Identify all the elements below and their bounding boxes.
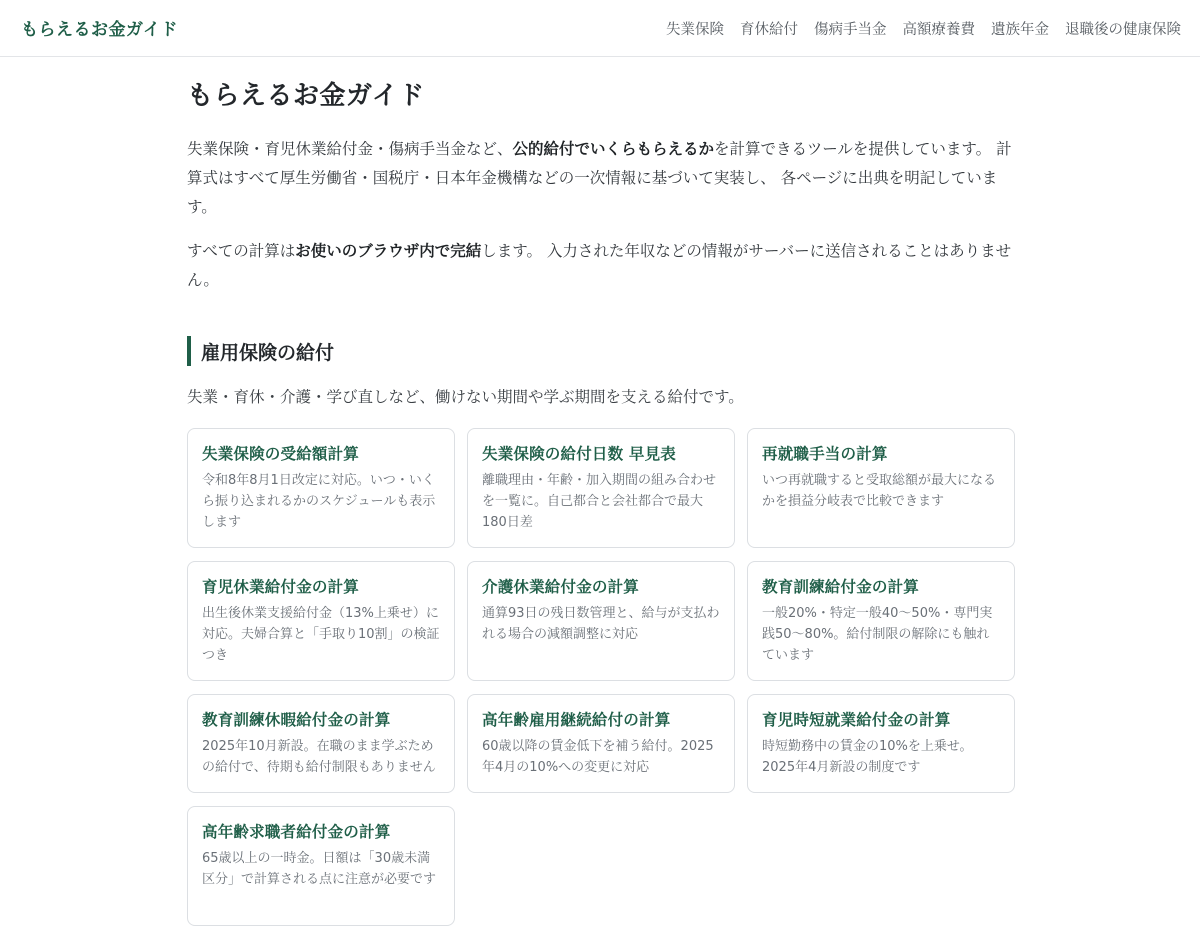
card-title: 教育訓練休暇給付金の計算	[202, 710, 391, 729]
card-title: 育児時短就業給付金の計算	[762, 710, 951, 729]
card-description: いつ再就職すると受取総額が最大になるかを損益分岐表で比較できます	[762, 473, 997, 509]
tool-card-childcare-leave[interactable]	[187, 561, 455, 681]
card-title: 高年齢求職者給付金の計算	[202, 822, 391, 841]
intro1-text-after: を計算できるツールを提供しています。 計算式はすべて厚生労働省・国税庁・日本年金機構などの一次情報に基づいて実装し、 各ページに出典を明記しています。	[187, 140, 1012, 216]
intro2-emphasis: お使いのブラウザ内で完結	[295, 242, 482, 260]
tool-card-elderly-jobseeker[interactable]	[187, 806, 455, 926]
card-title: 再就職手当の計算	[762, 444, 888, 463]
nav-link-survivors-pension[interactable]: 遺族年金	[991, 22, 1049, 38]
card-title: 育児休業給付金の計算	[202, 577, 360, 596]
card-description: 一般20%・特定一般40〜50%・専門実践50〜80%。給付制限の解除にも触れています	[762, 606, 993, 663]
intro-paragraph-1	[187, 135, 1015, 222]
tool-card-training-leave[interactable]	[187, 694, 455, 793]
main-content	[187, 78, 1015, 926]
card-description: 65歳以上の一時金。日額は「30歳未満区分」で計算される点に注意が必要です	[202, 851, 437, 887]
nav-link-high-cost-medical[interactable]: 高額療養費	[902, 22, 975, 38]
tool-card-nursing-care-leave[interactable]	[467, 561, 735, 681]
intro1-emphasis: 公的給付でいくらもらえるか	[512, 140, 715, 158]
tool-card-shorter-hours-childcare[interactable]	[747, 694, 1015, 793]
card-description: 離職理由・年齢・加入期間の組み合わせを一覧に。自己都合と会社都合で最大180日差	[482, 473, 717, 530]
card-description: 時短勤務中の賃金の10%を上乗せ。2025年4月新設の制度です	[762, 739, 973, 775]
tool-card-unemployment-amount[interactable]	[187, 428, 455, 548]
card-description: 60歳以降の賃金低下を補う給付。2025年4月の10%への変更に対応	[482, 739, 714, 775]
card-description: 通算93日の残日数管理と、給与が支払われる場合の減額調整に対応	[482, 606, 720, 642]
tool-card-benefit-days[interactable]	[467, 428, 735, 548]
card-title: 高年齢雇用継続給付の計算	[482, 710, 671, 729]
section-description: 失業・育休・介護・学び直しなど、働けない期間や学ぶ期間を支える給付です。	[187, 388, 744, 406]
nav-link-childcare[interactable]: 育休給付	[740, 22, 798, 38]
nav-link-health-insurance[interactable]: 退職後の健康保険	[1065, 22, 1181, 38]
card-description: 2025年10月新設。在職のまま学ぶための給付で、待期も給付制限もありません	[202, 739, 436, 775]
card-title: 介護休業給付金の計算	[482, 577, 640, 596]
intro-paragraph-2	[187, 237, 1015, 295]
section-title: 雇用保険の給付	[201, 341, 335, 364]
site-header	[0, 0, 1200, 57]
card-description: 出生後休業支援給付金（13%上乗せ）に対応。夫婦合算と「手取り10割」の検証つき	[202, 606, 440, 663]
intro2-text-after: します。 入力された年収などの情報がサーバーに送信されることはありません。	[187, 242, 1012, 289]
section-heading	[187, 336, 1015, 366]
intro1-text-before: 失業保険・育児休業給付金・傷病手当金など、	[187, 140, 513, 158]
card-title: 教育訓練給付金の計算	[762, 577, 920, 596]
card-description: 令和8年8月1日改定に対応。いつ・いくら振り込まれるかのスケジュールも表示します	[202, 473, 436, 530]
nav-link-unemployment[interactable]: 失業保険	[666, 22, 724, 38]
card-title: 失業保険の給付日数 早見表	[482, 444, 676, 463]
nav-link-sickness[interactable]: 傷病手当金	[814, 22, 887, 38]
card-title: 失業保険の受給額計算	[202, 444, 360, 463]
page-title: もらえるお金ガイド	[187, 81, 425, 111]
tool-card-grid	[187, 428, 1015, 926]
tool-card-elderly-continued-employment[interactable]	[467, 694, 735, 793]
main-nav	[666, 18, 1181, 39]
tool-card-education-training[interactable]	[747, 561, 1015, 681]
tool-card-reemployment[interactable]	[747, 428, 1015, 548]
intro2-text-before: すべての計算は	[187, 242, 296, 260]
site-title-link[interactable]: もらえるお金ガイド	[21, 20, 178, 40]
